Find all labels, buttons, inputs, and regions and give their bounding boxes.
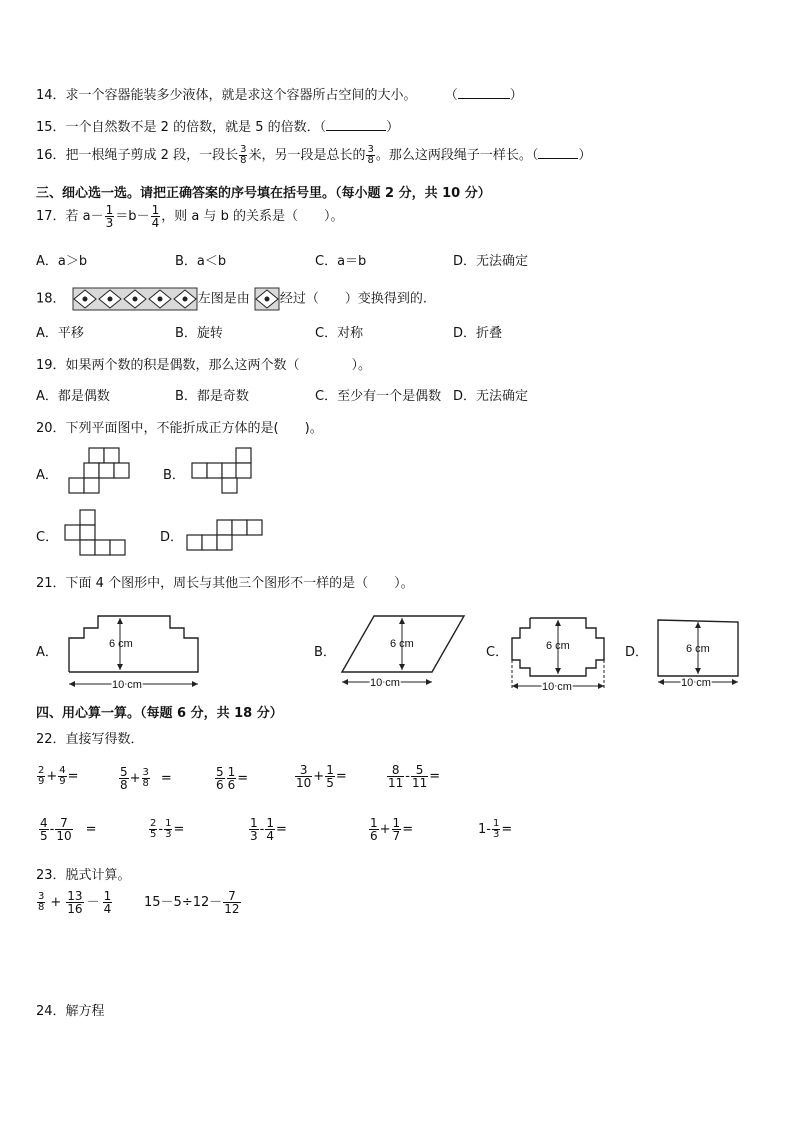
question-text: 下列平面图中，不能折成正方体的是( )。 [65, 421, 323, 436]
section-3-heading: 三、细心选一选。请把正确答案的序号填在括号里。（每小题 2 分，共 10 分） [36, 186, 491, 201]
q21-shape-d-figure [654, 614, 746, 690]
paren-left: （ [319, 120, 327, 135]
height-label: 6 cm [546, 640, 570, 652]
q19-option-a[interactable]: A．都是偶数 [36, 389, 110, 404]
calc-item-6: $\frac{4}{5}$ - $\frac{7}{10}$ = [40, 816, 97, 843]
height-label: 6 cm [686, 643, 710, 655]
question-19 [36, 354, 371, 373]
question-16 [36, 144, 591, 166]
section-4-heading: 四、用心算一算。（每题 6 分，共 18 分） [36, 706, 283, 721]
q21-option-a[interactable]: A． [36, 645, 58, 660]
q17-option-b[interactable]: B．a＜b [175, 254, 227, 269]
question-text: 直接写得数． [65, 732, 144, 747]
q20-option-d[interactable]: D． [160, 530, 184, 545]
width-label: 10 cm [370, 677, 400, 689]
paren-right: ） [509, 88, 523, 103]
q20-net-c-figure [64, 509, 126, 559]
calc-item-1: $\frac{2}{9}$ + $\frac{4}{9}$ = [38, 765, 79, 787]
q20-option-b[interactable]: B． [163, 468, 185, 483]
calc-item-2: $\frac{5}{8}$ + $\frac{3}{8}$ = [120, 765, 172, 792]
question-text: 把一根绳子剪成 2 段，一段长 [65, 148, 239, 163]
question-number: 17． [36, 209, 66, 224]
q19-option-c[interactable]: C．至少有一个是偶数 [315, 389, 442, 404]
calc-item-4: $\frac{3}{10}$ + $\frac{1}{5}$ = [296, 763, 347, 790]
q21-shape-c-figure [508, 610, 608, 692]
question-20 [36, 417, 323, 436]
q21-shape-b-figure [338, 610, 468, 690]
question-17 [36, 204, 343, 229]
calc-item-9: $\frac{1}{6}$ + $\frac{1}{7}$ = [370, 816, 414, 843]
width-label: 10 cm [112, 679, 142, 690]
question-text: 解方程 [65, 1004, 105, 1019]
question-22 [36, 728, 144, 747]
question-24 [36, 1000, 105, 1019]
q20-net-b-figure [191, 447, 253, 497]
q20-option-a[interactable]: A． [36, 468, 58, 483]
question-text: 。那么这两段绳子一样长。 [375, 148, 532, 163]
answer-blank[interactable] [538, 146, 578, 159]
fraction: $\frac{3}{8}$ [240, 144, 247, 166]
question-number: 16． [36, 148, 66, 163]
q18-option-b[interactable]: B．旋转 [175, 326, 223, 341]
q21-option-c[interactable]: C． [486, 645, 509, 660]
fraction: $\frac{1}{3}$ [105, 203, 114, 230]
question-number: 23． [36, 868, 66, 883]
question-text: 左图是由 [197, 291, 250, 307]
question-number: 24． [36, 1004, 66, 1019]
question-text: ，则 a 与 b 的关系是（ ）。 [161, 209, 344, 224]
question-number: 20． [36, 421, 66, 436]
q17-option-a[interactable]: A．a＞b [36, 254, 88, 269]
paren-left: （ [444, 88, 458, 103]
question-23 [36, 864, 131, 883]
question-text: 一个自然数不是 2 的倍数，就是 5 的倍数． [65, 120, 320, 135]
height-label: 6 cm [390, 638, 414, 650]
q21-shape-a-figure [64, 608, 204, 690]
q21-option-b[interactable]: B． [314, 645, 336, 660]
question-number: 22． [36, 732, 66, 747]
calc-item-3: $\frac{5}{6}$ $\frac{1}{6}$ = [216, 765, 249, 792]
q19-option-d[interactable]: D．无法确定 [453, 389, 529, 404]
single-pattern-unit-figure [254, 286, 280, 312]
q17-option-c[interactable]: C．a＝b [315, 254, 367, 269]
q18-option-a[interactable]: A．平移 [36, 326, 84, 341]
question-text: ＝b－ [115, 209, 150, 224]
height-label: 6 cm [109, 638, 133, 650]
calc-item-7: $\frac{2}{5}$ - $\frac{1}{3}$ = [150, 818, 185, 840]
question-text: 求一个容器能装多少液体，就是求这个容器所占空间的大小。 [65, 88, 417, 103]
q18-option-d[interactable]: D．折叠 [453, 326, 503, 341]
question-text: 下面 4 个图形中，周长与其他三个图形不一样的是（ ）。 [65, 576, 414, 591]
pattern-strip-figure [72, 286, 198, 312]
question-text: 米，另一段是总长的 [248, 148, 366, 163]
question-21 [36, 572, 414, 591]
q20-option-c[interactable]: C． [36, 530, 59, 545]
question-text: 如果两个数的积是偶数，那么这两个数（ ）。 [65, 358, 372, 373]
question-number: 15． [36, 120, 66, 135]
paren-left: （ [531, 148, 539, 163]
question-number: 14． [36, 88, 66, 103]
answer-blank[interactable] [326, 118, 386, 131]
question-text: 脱式计算。 [65, 868, 131, 883]
question-number: 21． [36, 576, 66, 591]
question-number: 18． [36, 291, 66, 307]
width-label: 10 cm [681, 677, 711, 689]
question-text: 经过（ ）变换得到的. [279, 291, 427, 307]
calc-item-10: 1- $\frac{1}{3}$ = [478, 818, 513, 840]
question-text: 若 a－ [65, 209, 104, 224]
answer-blank[interactable] [458, 86, 510, 99]
calc-item-5: $\frac{8}{11}$ - $\frac{5}{11}$ = [388, 763, 441, 790]
question-18 [36, 286, 427, 312]
calc-item-8: $\frac{1}{3}$ - $\frac{1}{4}$ = [250, 816, 287, 843]
q18-option-c[interactable]: C．对称 [315, 326, 364, 341]
expression-1: $\frac{3}{8}$ + $\frac{13}{16}$ － $\frac{1}{4}$ [38, 889, 112, 916]
question-14 [36, 84, 523, 103]
q19-option-b[interactable]: B．都是奇数 [175, 389, 249, 404]
q20-net-d-figure [186, 518, 266, 554]
q21-option-d[interactable]: D． [625, 645, 649, 660]
width-label: 10 cm [542, 681, 572, 692]
fraction: $\frac{3}{8}$ [367, 144, 374, 166]
paren-right: ） [386, 120, 400, 135]
q20-net-a-figure [68, 447, 130, 497]
paren-right: ） [578, 148, 592, 163]
question-number: 19． [36, 358, 66, 373]
expression-2: 15－5÷12－ $\frac{7}{12}$ [144, 889, 240, 916]
q17-option-d[interactable]: D．无法确定 [453, 254, 529, 269]
fraction: $\frac{1}{4}$ [151, 203, 160, 230]
question-15 [36, 116, 399, 135]
